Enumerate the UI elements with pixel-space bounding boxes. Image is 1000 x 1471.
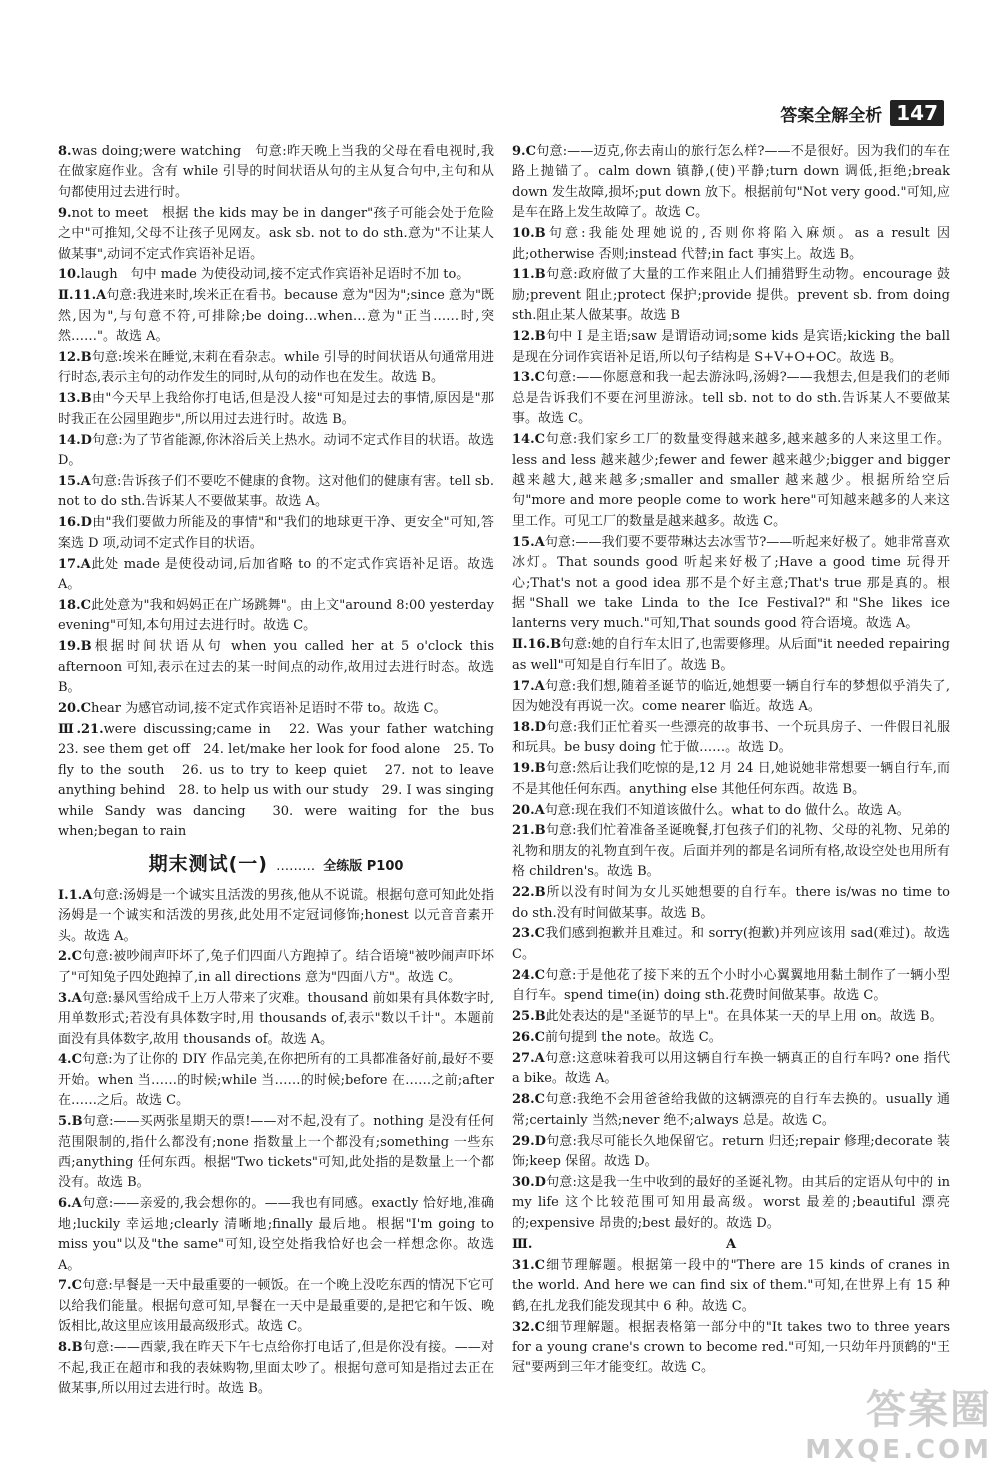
answer-text: 句意:——西蒙,我在昨天下午七点给你打电话了,但是你没有接。——对不起,我正在超市和我的表妹购物,里面太吵了。根据句意可知是指过去正在做某事,所以用过去进行时。故选 B。 xyxy=(58,1340,494,1396)
answer-item xyxy=(58,472,494,513)
answer-item xyxy=(58,348,494,389)
answer-text: 此处表达的是"圣诞节的早上"。在具体某一天的早上用 on。故选 B。 xyxy=(545,1009,943,1025)
answer-item xyxy=(512,883,950,924)
answer-text: 句中 I 是主语;saw 是谓语动词;some kids 是宾语;kicking the ball 是现在分词作宾语补足语,所以句子结构是 S+V+O+OC。故选 B。 xyxy=(512,329,950,365)
section-title-text: 期末测试(一) xyxy=(148,853,268,876)
answer-text: 句意:我绝不会用爸爸给我做的这辆漂亮的自行车去换的。usually 通常;certainly 当然;never 绝不;always 总是。故选 C。 xyxy=(512,1092,950,1128)
answer-text: 句意:汤姆是一个诚实且活泼的男孩,他从不说谎。根据句意可知此处指汤姆是一个诚实和活泼的男孩,此处用不定冠词修饰;honest 以元音音素开头。故选 A。 xyxy=(58,887,495,944)
answer-text: 句意:——买两张星期天的票!——对不起,没有了。nothing 是没有任何范围限制的,指什么都没有;none 指数量上一个都没有;something 一些东西;anything 任何东西。根据"Two tickets"可知,此处指的是数量上一个都没有。故选 B。 xyxy=(58,1114,494,1191)
answer-item xyxy=(512,533,950,635)
page-number: 147 xyxy=(890,100,944,126)
answer-number: 18.C xyxy=(58,597,91,613)
answer-text: 根据时间状语从句 when you called her at 5 o'clock this afternoon 可知,表示在过去的某一时间点的动作,故用过去进行时态。故选 B。 xyxy=(58,639,494,696)
answer-number: 25.B xyxy=(512,1009,546,1025)
answer-text: 细节理解题。根据表格第一部分中的"It takes two to three years for a young crane's crown to become red."可知,一只幼年丹顶鹤的"王冠"要两到三年才能变红。故选 C。 xyxy=(512,1319,950,1376)
answer-number: 15.A xyxy=(512,534,545,550)
answer-text: 句意:这是我一生中收到的最好的圣诞礼物。由其后的定语从句中的 in my life 这个比较范围可知用最高级。worst 最差的;beautiful 漂亮的;expensive 昂贵的;best 最好的。故选 D。 xyxy=(512,1174,950,1231)
answer-text: 句意:然后让我们吃惊的是,12 月 24 日,她说她非常想要一辆自行车,而不是其他任何东西。anything else 其他任何东西。故选 B。 xyxy=(512,761,950,797)
answer-number: 7.C xyxy=(58,1278,82,1294)
answer-number: 13.B xyxy=(58,391,92,407)
answer-number: 29.D xyxy=(512,1133,546,1149)
answer-number: 28.C xyxy=(512,1092,545,1108)
answer-item xyxy=(58,947,494,988)
answer-item xyxy=(58,1338,494,1399)
answer-item xyxy=(512,966,950,1007)
answer-number: 8.B xyxy=(58,1340,83,1356)
answer-text: 此处 made 是使役动词,后加省略 to 的不定式作宾语补足语。故选 A。 xyxy=(58,556,494,593)
answer-number: 3.A xyxy=(58,990,82,1006)
answer-item xyxy=(58,989,494,1050)
answer-number: 11.B xyxy=(512,267,546,283)
answer-item xyxy=(512,1049,950,1090)
answer-item xyxy=(512,368,950,429)
answer-item xyxy=(512,1132,950,1173)
answer-text: 句意:告诉孩子们不要吃不健康的食物。这对他们的健康有害。tell sb. not to do sth.告诉某人不要做某事。故选 A。 xyxy=(58,474,494,510)
answer-list-right-reading xyxy=(512,1256,950,1379)
passage-letter: A xyxy=(725,1237,737,1253)
answer-list-left xyxy=(58,142,508,842)
answer-item xyxy=(512,327,950,368)
answer-item xyxy=(512,1090,950,1131)
answer-number: 31.C xyxy=(512,1257,545,1273)
answer-number: 9. xyxy=(58,205,72,221)
answer-item xyxy=(512,224,950,265)
answer-number: 23.C xyxy=(512,926,545,942)
answer-item xyxy=(512,801,950,821)
answer-item xyxy=(58,142,494,203)
answer-item xyxy=(512,1173,950,1234)
answer-item xyxy=(512,821,950,882)
answer-text: 由"我们要做力所能及的事情"和"我们的地球更干净、更安全"可知,答案选 D 项,动词不定式作目的状语。 xyxy=(58,515,494,551)
answer-number: Ⅱ.11.A xyxy=(58,288,107,304)
answer-number: 19.B xyxy=(58,639,92,655)
answer-item xyxy=(512,759,950,800)
answer-number: 17.A xyxy=(512,678,545,694)
left-column xyxy=(58,142,508,1400)
answer-number: 10.B xyxy=(512,226,546,242)
answer-number: 17.A xyxy=(58,556,91,572)
answer-item xyxy=(512,1007,950,1027)
answer-item xyxy=(58,1050,494,1111)
answer-text: 我们感到抱歉并且难过。和 sorry(抱歉)并列应该用 sad(难过)。故选 C。 xyxy=(512,926,950,962)
answer-number: Ⅰ.1.A xyxy=(58,887,93,903)
answer-text: 句意:我们想,随着圣诞节的临近,她想要一辆自行车的梦想似乎消失了,因为她没有再说一次。come nearer 临近。故选 A。 xyxy=(512,678,950,714)
answer-text: 句意:我们正忙着买一些漂亮的故事书、一个玩具房子、一件假日礼服和玩具。be busy doing 忙于做……。故选 D。 xyxy=(512,719,950,756)
answer-item xyxy=(58,555,494,596)
answer-item xyxy=(512,1318,950,1379)
answer-text: 句意:暴风雪给成千上万人带来了灾难。thousand 前如果有具体数字时,用单数形式;若没有具体数字时,用 thousands of,表示"数以千计"。本题前面没有具体数字,故用 thousands of。故选 A。 xyxy=(58,990,494,1047)
answer-number: 30.D xyxy=(512,1174,546,1190)
answer-list-right xyxy=(512,142,950,1234)
answer-text: 句意:现在我们不知道该做什么。what to do 做什么。故选 A。 xyxy=(544,802,910,818)
page-header xyxy=(780,100,944,126)
answer-text: 句意:我尽可能长久地保留它。return 归还;repair 修理;decorate 装饰;keep 保留。故选 D。 xyxy=(512,1133,950,1169)
answer-text: not to meet 根据 the kids may be in danger"孩子可能会处于危险之中"可推知,父母不让孩子见网友。ask sb. not to do sth.意为"不让某人做某事",动词不定式作宾语补足语。 xyxy=(58,205,494,262)
answer-text: 句意:被吵闹声吓坏了,兔子们四面八方跑掉了。结合语境"被吵闹声吓坏了"可知兔子四处跑掉了,in all directions 意为"四面八方"。故选 C。 xyxy=(58,949,494,985)
answer-item xyxy=(512,924,950,965)
answer-item xyxy=(512,718,950,759)
answer-number: 32.C xyxy=(512,1319,545,1335)
answer-text: 此处意为"我和妈妈正在广场跳舞"。由上文"around 8:00 yesterday evening"可知,本句用过去进行时。故选 C。 xyxy=(58,597,494,634)
answer-item xyxy=(58,596,494,637)
answer-number: 20.A xyxy=(512,802,545,818)
answer-text: was doing;were watching 句意:昨天晚上当我的父母在看电视时,我在做家庭作业。含有 while 引导的时间状语从句的主从复合句中,主句和从句都使用过去进行时。 xyxy=(58,144,494,200)
answer-number: 24.C xyxy=(512,967,545,983)
answer-item xyxy=(58,886,494,947)
answer-text: 句意:这意味着我可以用这辆自行车换一辆真正的自行车吗? one 指代 a bike。故选 A。 xyxy=(512,1050,950,1087)
answer-text: 句意:——我们要不要带琳达去冰雪节?——听起来好极了。她非常喜欢冰灯。That sounds good 听起来好极了;Have a good time 玩得开心;That's not a good idea 那不是个好主意;That's true 那是真的。根据"Shall we take Linda to the Ice Festival?"和"She likes ice lanterns very much."可知,That sounds good 符合语境。故选 A。 xyxy=(512,534,950,632)
answer-text: 句意:为了节省能源,你沐浴后关上热水。动词不定式作目的状语。故选 D。 xyxy=(58,432,494,469)
answer-number: 10. xyxy=(58,267,81,283)
answer-item xyxy=(512,142,950,224)
answer-text: 句意:政府做了大量的工作来阻止人们捕猎野生动物。encourage 鼓励;prevent 阻止;protect 保护;provide 提供。prevent sb. from doing sth.阻止某人做某事。故选 B xyxy=(512,267,950,324)
section-dots: ……… xyxy=(276,859,316,875)
answer-text: hear 为感官动词,接不定式作宾语补足语时不带 to。故选 C。 xyxy=(90,700,447,716)
answer-item xyxy=(512,677,950,718)
answer-text: 句意:我进来时,埃米正在看书。because 意为"因为";since 意为"既然,因为",与句意不符,可排除;be doing…when…意为"正当……时,突然……"。故选 A。 xyxy=(58,288,494,345)
section-edition: 全练版 P100 xyxy=(323,859,404,875)
answer-item xyxy=(58,204,494,265)
answer-number: 12.B xyxy=(58,350,92,366)
watermark-line2: MXQE.COM xyxy=(805,1435,992,1465)
answer-text: 句意:——亲爱的,我会想你的。——我也有同感。exactly 恰好地,准确地;luckily 幸运地;clearly 清晰地;finally 最后地。根据"I'm going to miss you"以及"the same"可知,设空处指我恰好也会一样想念你。故选 A。 xyxy=(58,1196,494,1273)
answer-text: were discussing;came in 22. Was your father watching 23. see them get off 24. let/make her look for food alone 25. To fly to the south 26. us to try to keep quiet 27. not to leave anything behind 28. to help us with our study 29. I was singing while Sandy was dancing 30. were waiting for the bus when;began to rain xyxy=(58,721,508,839)
answer-text: 所以没有时间为女儿买她想要的自行车。there is/was no time to do sth.没有时间做某事。故选 B。 xyxy=(512,885,950,921)
answer-text: 细节理解题。根据第一段中的"There are 15 kinds of cranes in the world. And here we can find six of them."可知,在世界上有 15 种鹤,在扎龙我们能发现其中 6 种。故选 C。 xyxy=(512,1257,950,1314)
answer-number: 19.B xyxy=(512,761,546,777)
answer-item xyxy=(512,265,950,326)
answer-number: 8. xyxy=(58,144,72,159)
answer-text: 句意:我们忙着准备圣诞晚餐,打包孩子们的礼物、父母的礼物、兄弟的礼物和朋友的礼物直到午夜。后面并列的都是名词所有格,故设空处也用所有格 children's。故选 B。 xyxy=(512,823,950,880)
answer-number: 20.C xyxy=(58,700,91,716)
answer-text: laugh 句中 made 为使役动词,接不定式作宾语补足语时不加 to。 xyxy=(80,267,470,283)
answer-text: 句意:——你愿意和我一起去游泳吗,汤姆?——我想去,但是我们的老师总是告诉我们不要在河里游泳。tell sb. not to do sth.告诉某人不要做某事。故选 C。 xyxy=(512,370,950,427)
answer-text: 句意:埃米在睡觉,末莉在看杂志。while 引导的时间状语从句通常用进行时态,表示主句的动作发生的同时,从句的动作也在发生。故选 B。 xyxy=(58,350,494,386)
answer-number: 18.D xyxy=(512,719,546,735)
answer-number: 9.C xyxy=(512,144,536,159)
answer-number: 22.B xyxy=(512,885,546,901)
answer-number: 15.A xyxy=(58,474,91,489)
answer-text: 句意:我能处理她说的,否则你将陷入麻烦。as a result 因此;otherwise 否则;instead 代替;in fact 事实上。故选 B。 xyxy=(512,226,950,262)
answer-text: 句意:我们家乡工厂的数量变得越来越多,越来越多的人来这里工作。less and less 越来越少;fewer and fewer 越来越少;bigger and bigger 越来越大,越来越多;smaller and smaller 越来越少。根据所给空后句"more and more people come to work here"可知越来越多的人来这里工作。可见工厂的数量是越来越多。故选 C。 xyxy=(512,432,950,529)
answer-item xyxy=(512,430,950,532)
answer-number: 14.D xyxy=(58,432,92,448)
answer-number: 14.C xyxy=(512,432,545,448)
answer-item xyxy=(58,513,494,554)
right-column xyxy=(512,142,950,1379)
answer-text: 句意:早餐是一天中最重要的一顿饭。在一个晚上没吃东西的情况下它可以给我们能量。根据句意可知,早餐在一天中是最重要的,是把它和午饭、晚饭相比,故这里应该用最高级形式。故选 C。 xyxy=(58,1278,494,1335)
watermark-logo xyxy=(805,1378,992,1465)
answer-text: 句意:她的自行车太旧了,也需要修理。从后面"it needed repairing as well"可知是自行车旧了。故选 B。 xyxy=(512,637,950,673)
watermark-line1: 答案圈 xyxy=(866,1387,992,1433)
part-three-numeral: Ⅲ. xyxy=(512,1236,533,1252)
answer-text: 句意:——迈克,你去南山的旅行怎么样?——不是很好。因为我们的车在路上抛锚了。calm down 镇静,(使)平静;turn down 调低,拒绝;break down 发生故障,损坏;put down 放下。根据前句"Not very good."可知,应是车在路上发生故障了。故选 C。 xyxy=(512,144,950,221)
answer-item xyxy=(58,720,508,842)
answer-list-left-exam xyxy=(58,886,494,1400)
answer-number: 26.C xyxy=(512,1029,545,1045)
answer-number: 6.A xyxy=(58,1196,82,1212)
answer-number: 4.C xyxy=(58,1052,82,1068)
answer-number: 21.B xyxy=(512,823,546,839)
answer-number: 13.C xyxy=(512,370,545,386)
answer-item xyxy=(58,431,494,472)
answer-item xyxy=(58,637,494,698)
answer-item xyxy=(58,1194,494,1276)
answer-item xyxy=(58,286,494,347)
answer-item xyxy=(512,1028,950,1048)
answer-number: 2.C xyxy=(58,949,82,965)
answer-item xyxy=(58,1112,494,1194)
answer-number: Ⅱ.16.B xyxy=(512,637,562,653)
answer-text: 前句提到 the note。故选 C。 xyxy=(544,1029,722,1045)
answer-number: 5.B xyxy=(58,1114,83,1130)
answer-item xyxy=(58,699,494,719)
answer-text: 由"今天早上我给你打电话,但是没人接"可知是过去的事情,原因是"那时我正在公园里跑步",所以用过去进行时。故选 B。 xyxy=(58,391,494,427)
answer-number: 16.D xyxy=(58,515,92,531)
answer-number: 27.A xyxy=(512,1050,545,1066)
answer-number: Ⅲ.21. xyxy=(58,721,104,737)
answer-item xyxy=(512,635,950,676)
answer-item xyxy=(512,1256,950,1317)
header-title: 答案全解全析 xyxy=(780,105,883,126)
answer-item xyxy=(58,389,494,430)
answer-item xyxy=(58,265,494,285)
section-title xyxy=(58,854,494,877)
answer-number: 12.B xyxy=(512,329,546,345)
answer-text: 句意:于是他花了接下来的五个小时小心翼翼地用黏土制作了一辆小型自行车。spend time(in) doing sth.花费时间做某事。故选 C。 xyxy=(512,967,950,1004)
answer-item xyxy=(58,1276,494,1337)
answer-text: 句意:为了让你的 DIY 作品完美,在你把所有的工具都准备好前,最好不要开始。when 当……的时候;while 当……的时候;before 在……之前;after 在……之后。故选 C。 xyxy=(58,1052,494,1109)
